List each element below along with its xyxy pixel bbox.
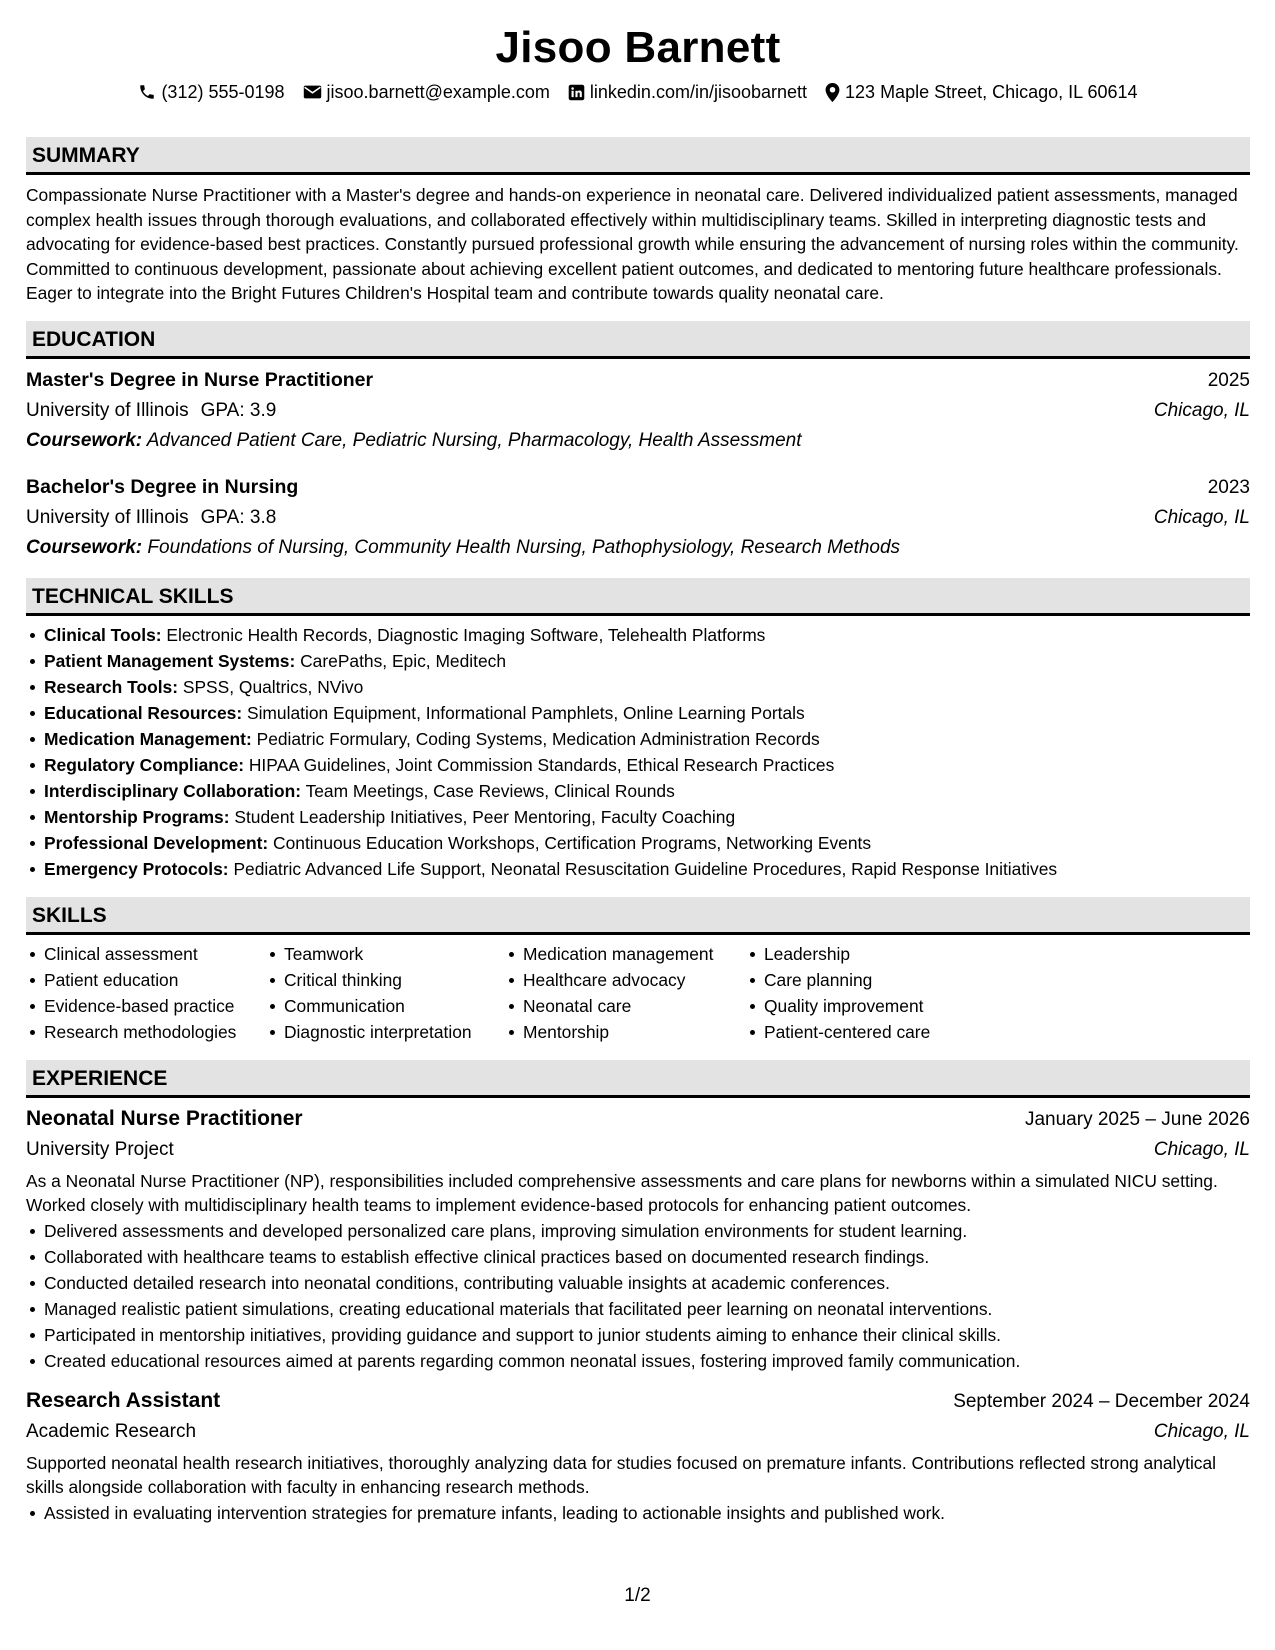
- section-header-technical-skills: TECHNICAL SKILLS: [26, 578, 1250, 616]
- degree-title: Master's Degree in Nurse Practitioner: [26, 368, 374, 391]
- skill-values: Electronic Health Records, Diagnostic Imaging Software, Telehealth Platforms: [166, 624, 766, 645]
- summary-text: Compassionate Nurse Practitioner with a Master's degree and hands-on experience in neonatal care. Delivered individualized patient assessments, managed complex health issues through thorough evaluations, and collaborated effectively within multidisciplinary teams. Skilled in interpreting diagnostic tests and advocating for evidence-based best practices. Constantly pursued professional growth while ensuring the advancement of nursing roles within the community. Committed to continuous development, passionate about achieving excellent patient outcomes, and dedicated to mentoring future healthcare professionals. Eager to integrate into the Bright Futures Children's Hospital team and contribute towards quality neonatal care.: [26, 185, 1239, 303]
- coursework-list: Advanced Patient Care, Pediatric Nursing, Pharmacology, Health Assessment: [146, 429, 802, 451]
- list-item: Teamwork: [266, 941, 505, 967]
- skill-values: Team Meetings, Case Reviews, Clinical Rounds: [305, 780, 675, 801]
- list-item: Patient-centered care: [746, 1019, 986, 1045]
- school-name: University of Illinois: [26, 399, 189, 421]
- school-name: University of Illinois: [26, 506, 189, 528]
- list-item: Diagnostic interpretation: [266, 1019, 505, 1045]
- coursework: [26, 533, 1250, 563]
- list-item: Communication: [266, 993, 505, 1019]
- job-organization: University Project: [26, 1138, 174, 1160]
- education-entry: [26, 472, 1250, 563]
- job-description: Supported neonatal health research initiatives, thoroughly analyzing data for studies focused on premature infants. Contributions reflected strong analytical skills alongside collaboration with faculty in enhancing research methods.: [26, 1452, 1217, 1497]
- skill-category: Educational Resources:: [44, 702, 243, 723]
- skills-grid: [26, 941, 1250, 1045]
- address-text: 123 Maple Street, Chicago, IL 60614: [845, 82, 1138, 102]
- list-item: [26, 752, 1250, 778]
- list-item: [26, 778, 1250, 804]
- skill-values: HIPAA Guidelines, Joint Commission Standards, Ethical Research Practices: [248, 754, 835, 775]
- list-item: [26, 804, 1250, 830]
- list-item: Clinical assessment: [26, 941, 266, 967]
- experience-entry: [26, 1104, 1250, 1374]
- job-description: As a Neonatal Nurse Practitioner (NP), responsibilities included comprehensive assessments and care plans for newborns within a simulated NICU setting. Worked closely with multidisciplinary health teams to implement evidence-based protocols for enhancing patient outcomes.: [26, 1170, 1218, 1215]
- job-bullets: [26, 1500, 1250, 1526]
- skill-values: CarePaths, Epic, Meditech: [300, 650, 507, 671]
- gpa: GPA: 3.9: [200, 399, 277, 421]
- email-text: jisoo.barnett@example.com: [326, 82, 550, 102]
- list-item: Participated in mentorship initiatives, providing guidance and support to junior students aiming to enhance their clinical skills.: [26, 1322, 1250, 1348]
- skill-values: Simulation Equipment, Informational Pamphlets, Online Learning Portals: [246, 702, 805, 723]
- skills-column: [266, 941, 505, 1045]
- list-item: Delivered assessments and developed personalized care plans, improving simulation environments for student learning.: [26, 1218, 1250, 1244]
- skills-column: [26, 941, 266, 1045]
- skill-category: Patient Management Systems:: [44, 650, 296, 671]
- list-item: [26, 622, 1250, 648]
- contact-address: [825, 80, 1138, 104]
- school-location: Chicago, IL: [1153, 399, 1250, 421]
- list-item: Mentorship: [505, 1019, 746, 1045]
- list-item: Quality improvement: [746, 993, 986, 1019]
- skill-category: Mentorship Programs:: [44, 806, 230, 827]
- contact-bar: [26, 80, 1250, 104]
- skill-category: Clinical Tools:: [44, 624, 162, 645]
- skill-category: Medication Management:: [44, 728, 252, 749]
- job-title: Research Assistant: [26, 1388, 221, 1412]
- contact-phone[interactable]: [138, 80, 284, 104]
- section-header-education: EDUCATION: [26, 321, 1250, 359]
- list-item: Healthcare advocacy: [505, 967, 746, 993]
- resume-page: [26, 22, 1250, 1526]
- list-item: Medication management: [505, 941, 746, 967]
- graduation-year: 2023: [1207, 476, 1250, 498]
- coursework: [26, 426, 1250, 456]
- gpa: GPA: 3.8: [200, 506, 277, 528]
- list-item: Leadership: [746, 941, 986, 967]
- job-location: Chicago, IL: [1153, 1138, 1250, 1160]
- list-item: [26, 726, 1250, 752]
- skill-values: Pediatric Formulary, Coding Systems, Medication Administration Records: [256, 728, 820, 749]
- skill-values: Pediatric Advanced Life Support, Neonatal Resuscitation Guideline Procedures, Rapid Response Initiatives: [233, 858, 1058, 879]
- coursework-label: Coursework:: [26, 536, 143, 558]
- education-entry: [26, 365, 1250, 456]
- skill-category: Emergency Protocols:: [44, 858, 229, 879]
- section-header-summary: SUMMARY: [26, 137, 1250, 175]
- list-item: Research methodologies: [26, 1019, 266, 1045]
- job-dates: September 2024 – December 2024: [953, 1390, 1250, 1412]
- section-header-experience: EXPERIENCE: [26, 1060, 1250, 1098]
- skill-category: Research Tools:: [44, 676, 179, 697]
- degree-title: Bachelor's Degree in Nursing: [26, 475, 299, 498]
- location-icon: [825, 83, 840, 102]
- skill-category: Regulatory Compliance:: [44, 754, 245, 775]
- skill-values: Student Leadership Initiatives, Peer Mentoring, Faculty Coaching: [234, 806, 736, 827]
- list-item: Assisted in evaluating intervention strategies for premature infants, leading to actionable insights and published work.: [26, 1500, 1250, 1526]
- section-header-skills: SKILLS: [26, 897, 1250, 935]
- skills-column: [746, 941, 986, 1045]
- phone-text: (312) 555-0198: [161, 82, 285, 102]
- job-title: Neonatal Nurse Practitioner: [26, 1106, 303, 1130]
- list-item: [26, 830, 1250, 856]
- technical-skills-list: [26, 622, 1250, 882]
- list-item: Care planning: [746, 967, 986, 993]
- page-number: 1/2: [624, 1585, 651, 1606]
- list-item: Patient education: [26, 967, 266, 993]
- email-icon: [303, 84, 322, 100]
- job-organization: Academic Research: [26, 1420, 197, 1442]
- linkedin-text: linkedin.com/in/jisoobarnett: [589, 82, 808, 102]
- contact-email[interactable]: [303, 80, 550, 104]
- skill-values: Continuous Education Workshops, Certification Programs, Networking Events: [273, 832, 872, 853]
- list-item: [26, 856, 1250, 882]
- list-item: Created educational resources aimed at parents regarding common neonatal issues, fostering improved family communication.: [26, 1348, 1250, 1374]
- list-item: Collaborated with healthcare teams to establish effective clinical practices based on documented research findings.: [26, 1244, 1250, 1270]
- school-location: Chicago, IL: [1153, 506, 1250, 528]
- coursework-label: Coursework:: [26, 429, 143, 451]
- skill-values: SPSS, Qualtrics, NVivo: [182, 676, 364, 697]
- list-item: [26, 648, 1250, 674]
- candidate-name: Jisoo Barnett: [495, 23, 781, 72]
- job-dates: January 2025 – June 2026: [1024, 1108, 1250, 1130]
- list-item: [26, 674, 1250, 700]
- coursework-list: Foundations of Nursing, Community Health Nursing, Pathophysiology, Research Methods: [147, 536, 901, 558]
- job-bullets: [26, 1218, 1250, 1374]
- skill-category: Professional Development:: [44, 832, 269, 853]
- linkedin-icon: [568, 84, 585, 101]
- job-location: Chicago, IL: [1153, 1420, 1250, 1442]
- phone-icon: [138, 83, 156, 101]
- skill-category: Interdisciplinary Collaboration:: [44, 780, 302, 801]
- experience-entry: [26, 1386, 1250, 1526]
- list-item: Managed realistic patient simulations, creating educational materials that facilitated peer learning on neonatal interventions.: [26, 1296, 1250, 1322]
- contact-linkedin[interactable]: [568, 80, 807, 104]
- skills-column: [505, 941, 746, 1045]
- graduation-year: 2025: [1207, 369, 1250, 391]
- list-item: [26, 700, 1250, 726]
- list-item: Neonatal care: [505, 993, 746, 1019]
- list-item: Conducted detailed research into neonatal conditions, contributing valuable insights at academic conferences.: [26, 1270, 1250, 1296]
- list-item: Evidence-based practice: [26, 993, 266, 1019]
- list-item: Critical thinking: [266, 967, 505, 993]
